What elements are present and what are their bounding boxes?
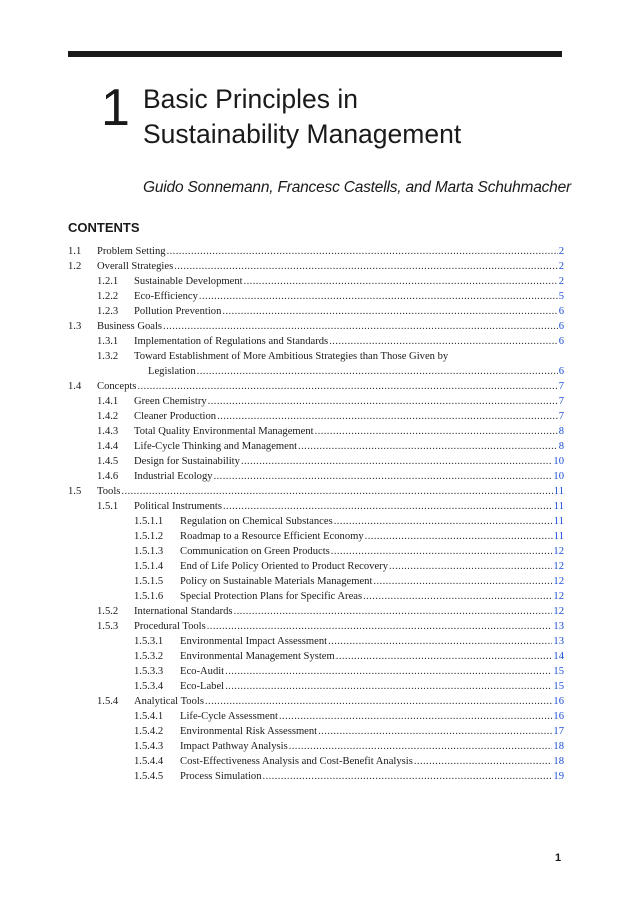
page-number: 1 [555, 852, 562, 864]
toc-entry-label: Legislation [148, 366, 196, 377]
toc-leader-dots [373, 574, 552, 589]
toc-entry-label: Cost-Effectiveness Analysis and Cost-Benefit Analysis [180, 756, 413, 767]
toc-entry-page-link[interactable]: 11 [553, 486, 564, 497]
toc-entry-line [134, 469, 564, 484]
toc-entry[interactable] [68, 364, 564, 379]
toc-leader-dots [205, 694, 552, 709]
toc-entry-line [148, 364, 564, 379]
toc-entry-number: 1.5.4.1 [134, 711, 164, 722]
toc-entry-number: 1.5.3.3 [134, 666, 164, 677]
toc-entry-number: 1.1 [68, 246, 82, 257]
toc-entry-number: 1.4.2 [97, 411, 119, 422]
toc-entry-number: 1.5.3.1 [134, 636, 164, 647]
toc-entry[interactable] [68, 724, 564, 739]
toc-entry-number: 1.5.1.3 [134, 546, 164, 557]
chapter-title [143, 82, 461, 152]
toc-entry[interactable] [68, 319, 564, 334]
toc-entry-line [180, 574, 564, 589]
toc-entry-page-link[interactable]: 10 [553, 456, 564, 467]
toc-entry[interactable] [68, 349, 564, 364]
toc-entry-number: 1.5.4 [97, 696, 119, 707]
toc-entry-line [180, 754, 564, 769]
toc-leader-dots [263, 769, 553, 784]
toc-entry-line [134, 409, 564, 424]
toc-entry-page-link[interactable]: 6 [558, 336, 564, 347]
toc-entry-label: Regulation on Chemical Substances [180, 516, 333, 527]
toc-entry-label: Concepts [97, 381, 137, 392]
toc-entry-label: Eco-Efficiency [134, 291, 198, 302]
toc-entry-label: Toward Establishment of More Ambitious Strategies than Those Given by [134, 351, 449, 362]
toc-entry-number: 1.5.1.5 [134, 576, 164, 587]
toc-entry-label: Analytical Tools [134, 696, 204, 707]
toc-entry-line [134, 499, 564, 514]
toc-entry-line [134, 619, 564, 634]
toc-entry-label: Cleaner Production [134, 411, 217, 422]
toc-leader-dots [137, 379, 557, 394]
toc-entry-label: Special Protection Plans for Specific Areas [180, 591, 363, 602]
toc-entry-line [180, 724, 564, 739]
toc-leader-dots [167, 244, 558, 259]
toc-entry-label: Policy on Sustainable Materials Management [180, 576, 373, 587]
toc-leader-dots [225, 679, 552, 694]
toc-leader-dots [315, 424, 558, 439]
toc-entry-page-link[interactable]: 8 [558, 426, 564, 437]
toc-entry-number: 1.4.3 [97, 426, 119, 437]
toc-entry-label: Process Simulation [180, 771, 262, 782]
toc-entry-line [180, 529, 564, 544]
toc-entry-label: Design for Sustainability [134, 456, 240, 467]
toc-entry[interactable] [68, 514, 564, 529]
toc-entry[interactable] [68, 544, 564, 559]
toc-entry[interactable] [68, 754, 564, 769]
toc-entry[interactable] [68, 379, 564, 394]
toc-entry-number: 1.4 [68, 381, 82, 392]
toc-entry-label: Pollution Prevention [134, 306, 222, 317]
toc-entry-label: Life-Cycle Thinking and Management [134, 441, 298, 452]
toc-entry-number: 1.5.2 [97, 606, 119, 617]
toc-entry-page-link[interactable]: 19 [553, 771, 564, 782]
toc-entry-line [180, 664, 564, 679]
toc-entry-line [134, 394, 564, 409]
toc-leader-dots [234, 604, 553, 619]
toc-entry[interactable] [68, 259, 564, 274]
toc-leader-dots [331, 544, 553, 559]
toc-entry[interactable] [68, 574, 564, 589]
toc-entry-label: Problem Setting [97, 246, 166, 257]
toc-entry-label: Life-Cycle Assessment [180, 711, 278, 722]
toc-entry-page-link[interactable]: 17 [553, 726, 564, 737]
toc-leader-dots [363, 589, 552, 604]
toc-entry-line [134, 334, 564, 349]
toc-entry[interactable] [68, 394, 564, 409]
toc-entry[interactable] [68, 529, 564, 544]
toc-entry[interactable] [68, 409, 564, 424]
toc-leader-dots [163, 319, 558, 334]
toc-leader-dots [223, 499, 553, 514]
toc-entry-label: Environmental Management System [180, 651, 335, 662]
toc-entry-page-link[interactable]: 8 [558, 441, 564, 452]
toc-entry-number: 1.3.1 [97, 336, 119, 347]
toc-entry-label: Implementation of Regulations and Standards [134, 336, 329, 347]
toc-entry-page-link[interactable]: 7 [558, 396, 564, 407]
toc-entry[interactable] [68, 274, 564, 289]
toc-entry-line [97, 319, 564, 334]
toc-entry-label: Eco-Audit [180, 666, 225, 677]
toc-entry[interactable] [68, 634, 564, 649]
toc-leader-dots [241, 454, 552, 469]
toc-entry-label: Overall Strategies [97, 261, 174, 272]
toc-leader-dots [414, 754, 553, 769]
toc-entry-page-link[interactable]: 18 [553, 756, 564, 767]
toc-leader-dots [197, 364, 558, 379]
toc-entry[interactable] [68, 454, 564, 469]
toc-entry-page-link[interactable]: 13 [553, 621, 564, 632]
toc-entry[interactable] [68, 694, 564, 709]
toc-entry-label: Communication on Green Products [180, 546, 330, 557]
toc-entry-number: 1.5.1.4 [134, 561, 164, 572]
toc-leader-dots [328, 634, 552, 649]
toc-entry-number: 1.5.1.1 [134, 516, 164, 527]
toc-leader-dots [217, 409, 558, 424]
chapter-title-line-1: Basic Principles in [143, 84, 359, 114]
toc-leader-dots [289, 739, 553, 754]
toc-entry-label: Industrial Ecology [134, 471, 213, 482]
toc-entry[interactable] [68, 289, 564, 304]
toc-entry-page-link[interactable]: 12 [553, 591, 564, 602]
toc-leader-dots [207, 619, 553, 634]
toc-entry-label: Environmental Impact Assessment [180, 636, 328, 647]
contents-heading: CONTENTS [68, 220, 140, 235]
toc-entry-page-link[interactable]: 6 [558, 321, 564, 332]
toc-leader-dots [121, 484, 552, 499]
toc-entry-line [180, 544, 564, 559]
toc-entry-number: 1.5.4.3 [134, 741, 164, 752]
toc-entry-label: Environmental Risk Assessment [180, 726, 318, 737]
toc-leader-dots [365, 529, 553, 544]
toc-entry[interactable] [68, 604, 564, 619]
toc-entry-line [134, 274, 564, 289]
toc-entry[interactable] [68, 679, 564, 694]
toc-entry-label: End of Life Policy Oriented to Product Recovery [180, 561, 388, 572]
toc-entry-label: Sustainable Development [134, 276, 243, 287]
toc-leader-dots [208, 394, 558, 409]
toc-entry-line [180, 679, 564, 694]
toc-entry-line [97, 259, 564, 274]
toc-entry-line [134, 289, 564, 304]
toc-entry-line [134, 349, 448, 364]
toc-entry-number: 1.5.4.2 [134, 726, 164, 737]
toc-entry-label: Impact Pathway Analysis [180, 741, 288, 752]
toc-entry-page-link[interactable]: 12 [553, 546, 564, 557]
toc-entry-line [180, 634, 564, 649]
toc-entry[interactable] [68, 709, 564, 724]
toc-leader-dots [244, 274, 558, 289]
toc-entry-line [134, 604, 564, 619]
toc-entry-line [180, 514, 564, 529]
toc-entry[interactable] [68, 334, 564, 349]
toc-entry-page-link[interactable]: 11 [553, 501, 564, 512]
toc-entry-number: 1.5 [68, 486, 82, 497]
toc-entry-number: 1.3.2 [97, 351, 119, 362]
toc-entry-page-link[interactable]: 2 [558, 246, 564, 257]
toc-entry-line [180, 589, 564, 604]
toc-leader-dots [222, 304, 557, 319]
toc-entry-page-link[interactable]: 6 [558, 306, 564, 317]
toc-entry-number: 1.5.4.4 [134, 756, 164, 767]
toc-entry-page-link[interactable]: 14 [553, 651, 564, 662]
toc-entry-label: Total Quality Environmental Management [134, 426, 314, 437]
toc-leader-dots [389, 559, 552, 574]
table-of-contents [68, 244, 564, 784]
toc-entry-line [180, 709, 564, 724]
toc-entry-page-link[interactable]: 11 [553, 531, 564, 542]
toc-entry-page-link[interactable]: 12 [553, 576, 564, 587]
toc-entry-number: 1.5.4.5 [134, 771, 164, 782]
toc-entry-label: Tools [97, 486, 121, 497]
toc-leader-dots [214, 469, 553, 484]
toc-entry-line [134, 454, 564, 469]
toc-entry-page-link[interactable]: 15 [553, 666, 564, 677]
toc-leader-dots [336, 649, 553, 664]
chapter-authors: Guido Sonnemann, Francesc Castells, and Marta Schuhmacher [143, 179, 571, 196]
toc-leader-dots [298, 439, 558, 454]
toc-entry-number: 1.2.1 [97, 276, 119, 287]
toc-entry-line [134, 694, 564, 709]
toc-entry-number: 1.2.3 [97, 306, 119, 317]
toc-entry-line [180, 559, 564, 574]
toc-entry-line [134, 439, 564, 454]
toc-entry-page-link[interactable]: 12 [553, 606, 564, 617]
toc-leader-dots [225, 664, 552, 679]
toc-entry[interactable] [68, 469, 564, 484]
toc-entry-line [134, 424, 564, 439]
toc-entry-line [134, 304, 564, 319]
toc-entry-page-link[interactable]: 6 [558, 366, 564, 377]
toc-entry[interactable] [68, 484, 564, 499]
toc-entry-label: Business Goals [97, 321, 163, 332]
chapter-title-line-2: Sustainability Management [143, 119, 462, 149]
toc-leader-dots [329, 334, 558, 349]
toc-entry-number: 1.5.1.6 [134, 591, 164, 602]
toc-entry-number: 1.2.2 [97, 291, 119, 302]
toc-leader-dots [199, 289, 558, 304]
toc-entry-number: 1.5.1 [97, 501, 119, 512]
toc-entry-number: 1.2 [68, 261, 82, 272]
toc-entry-page-link[interactable]: 2 [558, 276, 564, 287]
toc-entry[interactable] [68, 439, 564, 454]
toc-entry[interactable] [68, 304, 564, 319]
toc-entry[interactable] [68, 499, 564, 514]
toc-entry-label: Green Chemistry [134, 396, 207, 407]
toc-entry-line [97, 244, 564, 259]
toc-entry-number: 1.3 [68, 321, 82, 332]
toc-entry-line [97, 484, 564, 499]
toc-entry-label: International Standards [134, 606, 233, 617]
toc-entry-page-link[interactable]: 7 [558, 381, 564, 392]
toc-entry-line [180, 739, 564, 754]
toc-entry-page-link[interactable]: 2 [558, 261, 564, 272]
toc-entry[interactable] [68, 559, 564, 574]
toc-entry[interactable] [68, 664, 564, 679]
toc-entry-number: 1.5.3.4 [134, 681, 164, 692]
toc-entry-number: 1.4.5 [97, 456, 119, 467]
toc-entry-page-link[interactable]: 12 [553, 561, 564, 572]
toc-entry-page-link[interactable]: 15 [553, 681, 564, 692]
toc-entry-label: Roadmap to a Resource Efficient Economy [180, 531, 364, 542]
toc-entry-line [180, 649, 564, 664]
toc-entry-page-link[interactable]: 16 [553, 696, 564, 707]
toc-entry[interactable] [68, 649, 564, 664]
toc-entry-number: 1.5.1.2 [134, 531, 164, 542]
toc-entry-label: Procedural Tools [134, 621, 206, 632]
toc-entry[interactable] [68, 424, 564, 439]
toc-leader-dots [174, 259, 558, 274]
toc-entry-page-link[interactable]: 11 [553, 516, 564, 527]
toc-entry-line [97, 379, 564, 394]
toc-entry[interactable] [68, 619, 564, 634]
toc-entry-number: 1.5.3 [97, 621, 119, 632]
toc-entry-label: Political Instruments [134, 501, 222, 512]
toc-entry-number: 1.4.4 [97, 441, 119, 452]
toc-entry[interactable] [68, 769, 564, 784]
toc-entry-page-link[interactable]: 16 [553, 711, 564, 722]
top-rule [68, 51, 562, 57]
toc-entry-number: 1.4.1 [97, 396, 119, 407]
chapter-number: 1 [101, 79, 130, 137]
toc-entry-page-link[interactable]: 13 [553, 636, 564, 647]
toc-entry-page-link[interactable]: 18 [553, 741, 564, 752]
toc-entry[interactable] [68, 589, 564, 604]
toc-entry-label: Eco-Label [180, 681, 225, 692]
toc-entry-line [180, 769, 564, 784]
toc-entry-page-link[interactable]: 5 [558, 291, 564, 302]
toc-entry-number: 1.5.3.2 [134, 651, 164, 662]
toc-leader-dots [334, 514, 553, 529]
toc-entry-page-link[interactable]: 10 [553, 471, 564, 482]
toc-entry-number: 1.4.6 [97, 471, 119, 482]
toc-entry[interactable] [68, 244, 564, 259]
toc-entry[interactable] [68, 739, 564, 754]
toc-leader-dots [318, 724, 552, 739]
toc-leader-dots [279, 709, 552, 724]
toc-entry-page-link[interactable]: 7 [558, 411, 564, 422]
